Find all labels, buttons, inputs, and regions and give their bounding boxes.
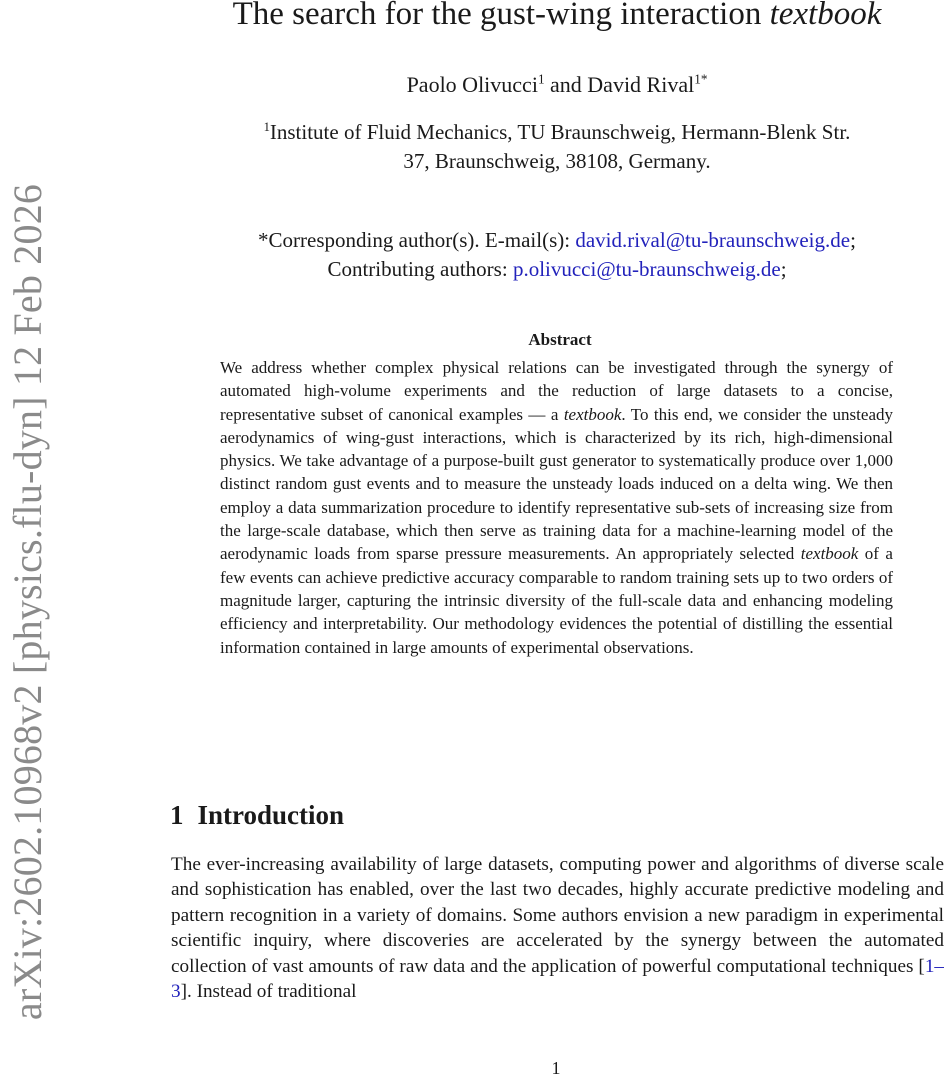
abstract-italic: textbook [563, 404, 622, 424]
title-main: The search for the gust-wing interaction [232, 0, 770, 32]
title-italic: textbook [769, 0, 882, 32]
author-affil-mark: 1* [694, 71, 708, 87]
page-number: 1 [551, 1058, 561, 1078]
corresponding-email-link[interactable]: david.rival@tu-braunschweig.de [575, 228, 851, 252]
affil-mark: 1 [263, 120, 270, 134]
cite-bracket: [ [918, 955, 925, 977]
affil-line-2: 37, Braunschweig, 38108, Germany. [403, 149, 711, 173]
contributing-label: Contributing authors: [327, 257, 513, 281]
abstract-body [220, 356, 893, 659]
author-name: Paolo Olivucci [406, 72, 538, 97]
separator: ; [850, 228, 856, 252]
section-heading [170, 800, 344, 831]
separator: ; [780, 257, 787, 281]
author-name: David Rival [587, 72, 695, 97]
intro-text: . Instead of traditional [186, 981, 357, 1003]
affil-line-1: Institute of Fluid Mechanics, TU Braunschweig, Hermann-Blenk Str. [269, 120, 851, 144]
affiliation [200, 118, 914, 176]
section-title: Introduction [197, 800, 345, 830]
intro-text: The ever-increasing availability of large datasets, computing power and algorithms of diverse scale and sophistication has enabled, over the last two decades, highly accurate predictive modeling and pattern recognition in a variety of domains. Some authors envision a new paradigm in experimental scientific inquiry, where discoveries are accelerated by the synergy between the automated collection of vast amounts of raw data and the application of powerful computational techniques [171, 854, 944, 977]
corresponding-label: *Corresponding author(s). E-mail(s): [258, 228, 576, 252]
correspondence [170, 226, 944, 284]
abstract-text: of a few events can achieve predictive accuracy comparable to random training sets up to two orders of magnitude larger, capturing the intrinsic diversity of the full-scale data and enhancing modeling efficiency and interpretability. Our methodology evidences the potential of distilling the essential information contained in large amounts of experimental observations. [220, 544, 893, 657]
abstract-heading: Abstract [528, 330, 592, 349]
author-list [170, 72, 944, 98]
author-affil-mark: 1 [537, 71, 545, 87]
abstract-italic: textbook [800, 544, 859, 564]
contributing-email-link[interactable]: p.olivucci@tu-braunschweig.de [512, 257, 781, 281]
section-number: 1 [170, 800, 184, 830]
arxiv-stamp: arXiv:2602.10968v2 [physics.flu-dyn] 12 Feb 2026 [5, 183, 50, 1021]
abstract-text: . To this end, we consider the unsteady aerodynamics of wing-gust interactions, which is characterized by its rich, high-dimensional physics. We take advantage of a purpose-built gust generator to systematically produce over 1,000 distinct random gust events and to measure the unsteady loads induced on a delta wing. We then employ a data summarization procedure to identify representative sub-sets of increasing size from the large-scale database, which then serve as training data for a machine-learning model of the aerodynamic loads from sparse pressure measurements. An appropriately selected [220, 404, 893, 564]
abstract-text: We address whether complex physical relations can be investigated through the synergy of automated high-volume experiments and the reduction of large datasets to a concise, representative subset of canonical examples — a [220, 358, 893, 424]
paper-title [170, 0, 944, 33]
citation-link[interactable]: 1–3 [171, 955, 944, 1003]
intro-paragraph [171, 852, 944, 1004]
cite-bracket: ] [180, 981, 187, 1003]
authors-joiner: and [544, 72, 588, 97]
